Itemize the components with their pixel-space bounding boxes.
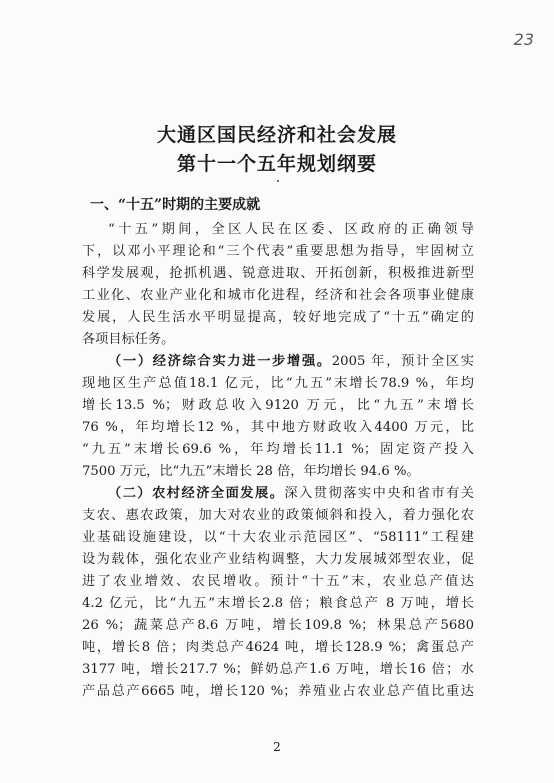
subsection-heading: （二）农村经济全面发展。	[108, 486, 285, 501]
paragraph-line: 吨，增长8 倍；肉类总产4624 吨，增长128.9 %；禽蛋总产	[82, 640, 474, 655]
paragraph-line: 进了农业增效、农民增收。预计“十五”末，农业总产值达	[82, 574, 474, 589]
paragraph-line: 业基础设施建设，以“十大农业示范园区”、“58111”工程建	[82, 530, 474, 545]
document-title-line-2: 第十一个五年规划纲要	[176, 153, 377, 175]
paragraph-line	[108, 483, 474, 505]
paragraph-line: 4.2 亿元，比“九五”末增长2.8 倍；粮食总产 8 万吨，增长	[82, 596, 474, 611]
handwritten-page-mark: 23	[513, 30, 534, 49]
paragraph-line: 设为载体，强化农业产业结构调整，大力发展城郊型农业，促	[82, 552, 474, 567]
paragraph-line	[108, 351, 474, 373]
subsection-heading: （一）经济综合实力进一步增强。	[108, 354, 332, 369]
paragraph-line: 3177 吨，增长217.7 %；鲜奶总产1.6 万吨，增长16 倍；水	[82, 662, 474, 677]
page-number: 2	[273, 740, 281, 754]
paragraph-line: 工业化、农业产业化和城市化进程，经济和社会各项事业健康	[82, 288, 474, 303]
paragraph-line: “九五”末增长69.6 %，年均增长11.1 %；固定资产投入	[82, 442, 474, 457]
paragraph-line: 发展，人民生活水平明显提高，较好地完成了“十五”确定的	[82, 310, 474, 325]
scan-dot	[277, 180, 279, 182]
paragraph-line: 76 %，年均增长12 %，其中地方财政收入4400 万元，比	[82, 420, 474, 435]
paragraph-line: 增长13.5 %；财政总收入9120 万元，比“九五”末增长	[82, 398, 474, 413]
paragraph-line: 下，以邓小平理论和“三个代表”重要思想为指导，牢固树立	[82, 244, 474, 259]
paragraph-text: 深入贯彻落实中央和省市有关	[284, 486, 474, 501]
paragraph-line: 26 %；蔬菜总产8.6 万吨，增长109.8 %；林果总产5680	[82, 618, 474, 633]
section-heading: 一、“十五”时期的主要成就	[90, 197, 261, 213]
paragraph-line: 7500 万元，比“九五”末增长 28 倍，年均增长 94.6 %。	[82, 464, 420, 479]
paragraph-line: 支农、惠农政策，加大对农业的政策倾斜和投入，着力强化农	[82, 508, 474, 523]
paragraph-line: “十五”期间，全区人民在区委、区政府的正确领导	[108, 222, 474, 237]
document-title-line-1: 大通区国民经济和社会发展	[156, 124, 397, 146]
paragraph-line: 各项目标任务。	[82, 332, 175, 347]
paragraph-text: 2005 年，预计全区实	[331, 354, 474, 369]
paragraph-line: 科学发展观，抢抓机遇、锐意进取、开拓创新，积极推进新型	[82, 266, 474, 281]
paragraph-line: 产品总产6665 吨，增长120 %；养殖业占农业总产值比重达	[82, 684, 474, 699]
paragraph-line: 现地区生产总值18.1 亿元，比“九五”末增长78.9 %，年均	[82, 376, 474, 391]
